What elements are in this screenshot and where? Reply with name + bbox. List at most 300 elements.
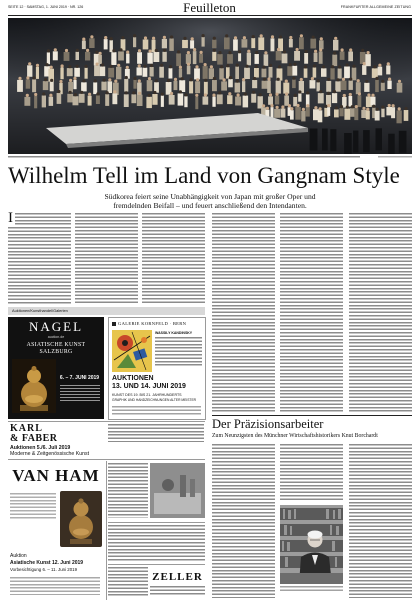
chorus-figure: [378, 67, 383, 76]
chorus-figure-head: [355, 105, 358, 108]
chorus-figure-head: [388, 104, 391, 107]
chorus-figure: [89, 38, 94, 48]
chorus-figure-head: [255, 65, 258, 68]
chorus-figure: [34, 96, 37, 108]
chorus-figure: [318, 110, 323, 122]
chorus-figure-head: [228, 92, 231, 95]
chorus-figure-head: [373, 65, 376, 68]
chorus-figure-head: [313, 64, 316, 67]
ad-divider: [106, 461, 107, 600]
chorus-figure-head: [148, 77, 151, 80]
chorus-figure-head: [113, 90, 116, 93]
chorus-figure-head: [86, 49, 89, 52]
chorus-figure-head: [341, 48, 344, 51]
page-info: SEITE 12 · SAMSTAG, 1. JUNI 2019 · NR. 126: [8, 5, 84, 9]
chorus-figure-head: [322, 65, 325, 68]
chorus-figure-head: [65, 49, 68, 52]
chorus-figure: [195, 97, 198, 109]
chorus-figure-head: [237, 93, 240, 96]
chorus-figure-head: [125, 76, 128, 79]
chorus-figure: [387, 81, 391, 89]
chorus-figure: [381, 83, 385, 91]
chorus-figure: [169, 68, 173, 78]
chorus-figure-head: [184, 93, 187, 96]
chorus-figure: [339, 108, 343, 116]
chorus-figure-head: [340, 105, 343, 108]
chorus-figure-head: [352, 65, 355, 68]
chorus-figure: [64, 52, 70, 61]
chorus-figure: [352, 68, 357, 81]
portrait-caption: [280, 586, 343, 593]
article-text-column: [280, 213, 343, 412]
chorus-figure-head: [106, 91, 109, 94]
chorus-figure-head: [179, 90, 182, 93]
karl-faber-logo-line-2: & FABER: [10, 433, 58, 444]
chorus-figure-head: [289, 36, 292, 39]
chorus-figure-head: [36, 64, 39, 67]
chorus-figure-head: [33, 76, 36, 79]
chorus-figure-head: [302, 108, 305, 111]
ads-section-label: Auktionen/Kunsthandel/Galerien: [8, 307, 205, 315]
chorus-figure-head: [288, 104, 291, 107]
chorus-figure: [264, 54, 269, 66]
chorus-figure-head: [181, 77, 184, 80]
kornfeld-artist: WASSILY KANDINSKY: [155, 331, 193, 335]
chorus-figure: [269, 67, 273, 78]
chorus-figure-head: [163, 36, 166, 39]
chorus-figure-head: [226, 64, 229, 67]
chorus-figure: [186, 54, 191, 64]
chorus-figure: [319, 40, 324, 49]
chorus-figure-head: [69, 79, 72, 82]
foreground-figure: [344, 133, 352, 154]
chorus-figure: [340, 52, 345, 60]
chorus-figure-head: [327, 78, 330, 81]
chorus-figure: [282, 54, 288, 64]
chorus-figure: [306, 107, 310, 116]
chorus-figure: [372, 68, 378, 78]
chorus-figure-head: [345, 63, 348, 66]
buddha-figure-image: [12, 359, 56, 413]
chorus-figure-head: [269, 93, 272, 96]
chorus-figure-head: [174, 78, 177, 81]
karl-faber-logo-line-1: KARL: [10, 423, 43, 434]
chorus-figure-head: [290, 107, 293, 110]
chorus-figure-head: [306, 91, 309, 94]
chorus-figure: [108, 81, 113, 93]
chorus-figure-head: [304, 65, 307, 68]
chorus-figure-head: [372, 105, 375, 108]
chorus-figure: [375, 111, 380, 121]
chorus-figure-head: [367, 51, 370, 54]
chorus-figure: [217, 54, 223, 65]
chorus-figure: [243, 96, 249, 108]
chorus-figure-head: [26, 94, 29, 97]
chorus-figure: [321, 68, 327, 77]
chorus-figure: [354, 108, 358, 120]
chorus-figure: [349, 81, 353, 90]
chorus-figure: [133, 80, 136, 89]
kornfeld-address: [112, 406, 201, 416]
chorus-figure-head: [126, 51, 129, 54]
chorus-figure-head: [319, 107, 322, 110]
chorus-figure: [43, 81, 49, 90]
chorus-figure-head: [170, 35, 173, 38]
chorus-figure-head: [85, 65, 88, 68]
chorus-figure-head: [150, 64, 153, 67]
chorus-figure: [332, 55, 337, 67]
chorus-figure: [318, 93, 324, 103]
lead-subhead-line: fremdelnden Beifall – und feuert anschließend den Intendanten.: [113, 201, 307, 210]
chorus-figure: [251, 38, 255, 48]
chorus-figure-head: [342, 78, 345, 81]
kornfeld-artwork-info: [155, 337, 202, 367]
chorus-figure-head: [132, 91, 135, 94]
chorus-figure-head: [148, 94, 151, 97]
chorus-figure: [195, 81, 200, 93]
chorus-figure: [276, 81, 281, 94]
chorus-figure-head: [80, 91, 83, 94]
chorus-figure-head: [212, 94, 215, 97]
chorus-figure-head: [247, 50, 250, 53]
chorus-figure: [137, 67, 142, 75]
chorus-figure: [212, 97, 215, 107]
chorus-figure-head: [104, 36, 107, 39]
chorus-figure-head: [138, 79, 141, 82]
chorus-figure: [76, 52, 80, 60]
chorus-figure-head: [204, 63, 207, 66]
chorus-figure-head: [281, 105, 284, 108]
chorus-figure-head: [121, 36, 124, 39]
chorus-figure: [179, 80, 185, 92]
chorus-figure-head: [338, 65, 341, 68]
karl-faber-dates: Auktionen 5./6. Juli 2019: [10, 445, 71, 451]
foreground-figure: [353, 131, 358, 153]
article-text-column: [349, 213, 412, 412]
chorus-figure: [219, 68, 224, 79]
chorus-figure-head: [314, 50, 317, 53]
chorus-figure-head: [277, 78, 280, 81]
chorus-figure: [310, 39, 316, 49]
chorus-figure-head: [317, 79, 320, 82]
chorus-figure: [310, 80, 316, 88]
chorus-figure: [333, 40, 338, 51]
chorus-figure: [330, 68, 334, 79]
foreground-figure: [330, 129, 336, 151]
chorus-figure: [397, 110, 402, 123]
chorus-figure-head: [153, 91, 156, 94]
chorus-figure-head: [300, 34, 303, 37]
chorus-figure-head: [44, 78, 47, 81]
chorus-figure-head: [73, 77, 76, 80]
chorus-figure: [217, 94, 223, 104]
chorus-figure: [143, 68, 148, 77]
van-ham-logo: VAN HAM: [12, 466, 100, 485]
chorus-figure-head: [155, 49, 158, 52]
chorus-figure-head: [335, 106, 338, 109]
chorus-figure: [271, 38, 275, 51]
chorus-figure: [212, 52, 216, 61]
van-ham-title: Asiatische Kunst 12. Juni 2019: [10, 560, 84, 566]
chorus-figure: [150, 67, 154, 77]
chorus-figure-head: [343, 94, 346, 97]
kornfeld-logo-mark: [112, 322, 116, 326]
chorus-figure-head: [54, 48, 57, 51]
small-ad-text: [108, 567, 148, 597]
chorus-figure-head: [320, 37, 323, 40]
chorus-figure-head: [225, 34, 228, 37]
chorus-figure: [327, 107, 330, 116]
chorus-figure: [287, 66, 293, 76]
chorus-figure-head: [333, 52, 336, 55]
chorus-figure: [178, 93, 184, 105]
chorus-figure-head: [50, 79, 53, 82]
chorus-figure: [26, 79, 30, 88]
chorus-figure: [268, 96, 273, 104]
chorus-figure: [344, 109, 350, 120]
van-ham-footer: [10, 577, 100, 595]
chorus-figure-head: [262, 66, 265, 69]
chorus-figure: [292, 66, 297, 76]
chorus-figure-head: [275, 93, 278, 96]
chorus-figure-head: [228, 51, 231, 54]
chorus-figure-head: [293, 63, 296, 66]
chorus-figure: [82, 41, 86, 50]
chorus-figure: [124, 94, 129, 107]
lead-subhead-line: Südkorea feiert seine Unabhängigkeit von Japan mit großer Oper und: [104, 192, 316, 201]
chorus-figure: [227, 95, 232, 104]
article-text-column: [280, 444, 343, 502]
chorus-figure: [143, 40, 149, 50]
chorus-figure: [404, 110, 409, 121]
chorus-figure: [212, 40, 216, 49]
chorus-figure: [397, 83, 403, 93]
chorus-figure: [36, 67, 39, 79]
chorus-figure: [274, 109, 280, 118]
chorus-figure-head: [69, 91, 72, 94]
chorus-figure: [267, 81, 271, 94]
chorus-figure-head: [336, 78, 339, 81]
kornfeld-dates: 13. UND 14. JUNI 2019: [112, 383, 186, 390]
chorus-figure-head: [378, 64, 381, 67]
chorus-figure-head: [276, 106, 279, 109]
chorus-figure: [275, 96, 279, 105]
chorus-figure: [104, 39, 108, 49]
chorus-figure: [295, 107, 301, 120]
chorus-figure: [88, 96, 92, 106]
chorus-figure-head: [177, 50, 180, 53]
chorus-figure: [161, 96, 164, 107]
karl-faber-address: [108, 424, 204, 442]
chorus-figure: [17, 80, 23, 92]
chorus-figure-head: [59, 80, 62, 83]
kornfeld-ad: [108, 317, 206, 420]
chorus-figure-head: [366, 108, 369, 111]
chorus-figure-head: [236, 64, 239, 67]
chorus-figure: [60, 68, 63, 80]
chorus-figure: [349, 96, 353, 107]
kornfeld-logo: GALERIE KORNFELD · BERN: [118, 321, 187, 326]
chorus-figure: [244, 68, 250, 79]
chorus-figure-head: [47, 49, 50, 52]
chorus-figure: [174, 81, 178, 90]
chorus-figure-head: [387, 62, 390, 65]
chorus-figure-head: [334, 37, 337, 40]
chorus-figure-head: [213, 37, 216, 40]
chorus-figure: [262, 69, 267, 78]
chorus-figure-head: [255, 51, 258, 54]
chorus-figure: [73, 80, 76, 89]
chorus-figure: [289, 39, 293, 47]
chorus-figure: [202, 37, 205, 47]
chorus-figure: [281, 109, 286, 118]
chorus-figure: [85, 52, 90, 61]
chorus-figure: [235, 67, 239, 79]
chorus-figure-head: [76, 49, 79, 52]
chorus-figure-head: [253, 77, 256, 80]
chorus-figure: [238, 53, 241, 61]
chorus-figure: [304, 53, 308, 64]
chorus-figure: [57, 93, 62, 104]
van-ham-preview: Vorbesichtigung 6. – 11. Juni 2019: [10, 567, 78, 572]
chorus-figure-head: [95, 51, 98, 54]
chorus-figure-head: [260, 34, 263, 37]
chorus-figure-head: [18, 77, 21, 80]
van-ham-ad: [8, 461, 104, 600]
chorus-figure: [190, 40, 194, 48]
chorus-figure-head: [305, 50, 308, 53]
chorus-figure-head: [138, 49, 141, 52]
foreground-figure: [310, 129, 318, 151]
chorus-figure: [47, 52, 50, 64]
chorus-figure: [227, 54, 233, 64]
chorus-figure-head: [277, 48, 280, 51]
chorus-figure: [203, 97, 209, 105]
chorus-figure: [98, 55, 102, 64]
chorus-figure-head: [34, 93, 37, 96]
chorus-figure-head: [283, 50, 286, 53]
chorus-figure: [93, 82, 97, 94]
chorus-figure-head: [138, 92, 141, 95]
chorus-figure-head: [26, 76, 29, 79]
chorus-figure: [204, 82, 208, 95]
kandinsky-painting-image: [112, 330, 152, 372]
ad-divider: [8, 421, 205, 422]
nagel-dates: 6. – 7. JUNI 2019: [59, 375, 100, 381]
chorus-figure-head: [187, 51, 190, 54]
chorus-figure-head: [392, 104, 395, 107]
chorus-figure-head: [279, 35, 282, 38]
chorus-figure: [179, 69, 182, 78]
chorus-figure-head: [245, 65, 248, 68]
chorus-figure: [176, 53, 181, 66]
chorus-figure: [290, 110, 294, 119]
chorus-figure: [100, 67, 105, 77]
opera-stage-image: [8, 18, 412, 154]
chorus-figure-head: [252, 35, 255, 38]
chorus-figure-head: [213, 77, 216, 80]
chorus-figure-head: [144, 36, 147, 39]
newspaper-name: FRANKFURTER ALLGEMEINE ZEITUNG: [340, 5, 411, 9]
second-subhead: Zum Neunzigsten des Münchner Wirtschaftshistorikers Knut Borchardt: [212, 433, 378, 439]
chorus-figure: [235, 83, 241, 93]
chorus-figure-head: [404, 107, 407, 110]
header-rule: [8, 15, 412, 16]
chorus-figure-head: [388, 78, 391, 81]
chorus-figure: [184, 96, 187, 107]
chorus-figure-head: [74, 93, 77, 96]
chorus-figure: [292, 80, 296, 89]
chorus-figure-head: [200, 51, 203, 54]
chorus-figure: [319, 51, 323, 63]
chorus-figure-head: [170, 92, 173, 95]
chorus-figure: [242, 39, 248, 47]
chorus-figure: [209, 68, 214, 79]
chorus-figure-head: [314, 106, 317, 109]
chorus-figure-head: [42, 92, 45, 95]
chorus-figure-head: [114, 80, 117, 83]
chorus-figure: [262, 81, 268, 89]
chorus-figure: [67, 94, 73, 103]
chorus-figure-head: [99, 52, 102, 55]
chorus-figure: [381, 109, 384, 118]
chorus-figure: [317, 82, 320, 91]
karl-faber-title: Moderne & Zeitgenössische Kunst: [10, 451, 90, 457]
article-text-column: [142, 213, 205, 305]
chorus-figure-head: [82, 38, 85, 41]
chorus-figure-head: [195, 65, 198, 68]
van-ham-intro: [10, 493, 56, 520]
chorus-figure-head: [218, 51, 221, 54]
chorus-figure-head: [229, 76, 232, 79]
chorus-figure-head: [319, 90, 322, 93]
chorus-figure: [350, 108, 355, 117]
chorus-figure-head: [204, 93, 207, 96]
chorus-figure-head: [210, 65, 213, 68]
chorus-figure-head: [138, 64, 141, 67]
small-ad-text: [108, 525, 205, 561]
chorus-figure: [96, 95, 100, 104]
chorus-figure: [254, 68, 259, 78]
chorus-figure: [116, 67, 121, 80]
photo-credit: [378, 156, 412, 159]
chorus-figure: [242, 81, 245, 92]
chorus-figure-head: [238, 50, 241, 53]
small-ad-text: [108, 463, 148, 518]
chorus-figure: [203, 66, 208, 79]
article-text-column: [212, 444, 275, 598]
chorus-figure-head: [110, 65, 113, 68]
chorus-figure: [224, 37, 230, 49]
chorus-figure-head: [398, 80, 401, 83]
chorus-figure-head: [160, 64, 163, 67]
chorus-figure-head: [306, 104, 309, 107]
chorus-figure-head: [242, 78, 245, 81]
chorus-figure: [364, 83, 369, 92]
chorus-figure-head: [285, 80, 288, 83]
chorus-figure-head: [263, 78, 266, 81]
chorus-figure: [258, 96, 263, 108]
chorus-figure: [298, 94, 301, 102]
chorus-figure: [255, 54, 259, 64]
chorus-figure-head: [376, 108, 379, 111]
van-ham-label: Auktion: [10, 553, 27, 559]
chorus-figure-head: [296, 48, 299, 51]
chorus-figure-head: [161, 93, 164, 96]
chorus-figure: [313, 68, 317, 78]
chorus-figure-head: [94, 79, 97, 82]
chorus-figure-head: [96, 63, 99, 66]
